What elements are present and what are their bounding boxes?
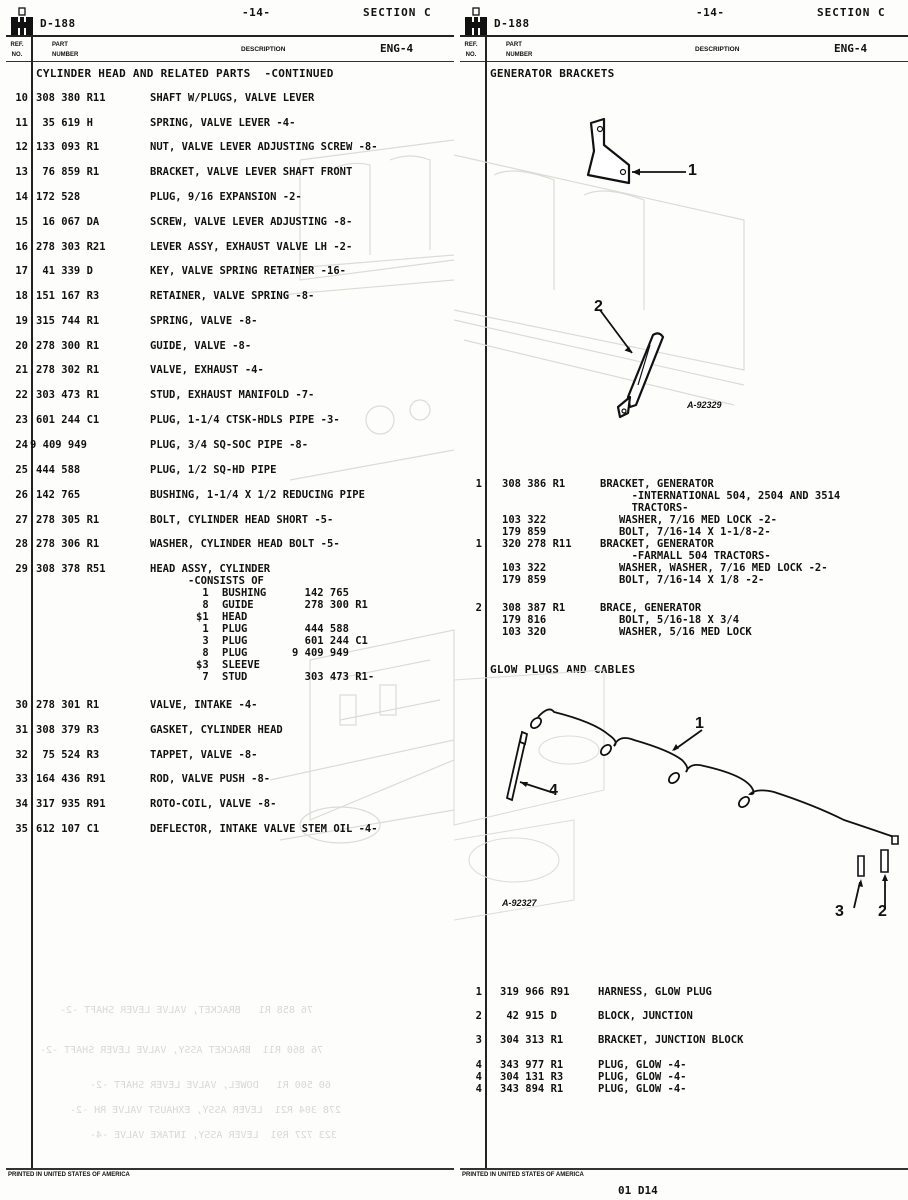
component-qty: $1 xyxy=(196,611,209,623)
component-name: BUSHING xyxy=(222,587,267,599)
component-part: 9 409 949 xyxy=(292,647,349,659)
bleedthrough-text: 323 727 R91 LEVER ASSY, INTAKE VALVE -4- xyxy=(90,1130,337,1141)
component-part: 278 300 R1 xyxy=(292,599,368,611)
component-qty: 1 xyxy=(196,623,209,635)
section-title-generator-brackets: GENERATOR BRACKETS xyxy=(490,67,615,80)
component-name: SLEEVE xyxy=(222,659,260,671)
group-code: ENG-4 xyxy=(380,42,414,55)
column-header-description: DESCRIPTION xyxy=(695,46,740,53)
generator-bracket-illustration xyxy=(584,115,734,415)
component-qty: 3 xyxy=(196,635,209,647)
column-header-ref: REF. NO. xyxy=(10,42,24,58)
glow-plug-harness-illustration xyxy=(454,650,908,940)
column-header-rule xyxy=(6,61,454,62)
section-label: SECTION C xyxy=(363,6,432,19)
printed-in-usa: PRINTED IN UNITED STATES OF AMERICA xyxy=(8,1172,130,1178)
footer-rule xyxy=(460,1168,908,1170)
model-code: D-188 xyxy=(494,17,530,30)
consists-of-label: -CONSISTS OF xyxy=(188,575,264,587)
printed-in-usa: PRINTED IN UNITED STATES OF AMERICA xyxy=(462,1172,584,1178)
page-number: -14- xyxy=(242,6,271,19)
callout-2: 2 xyxy=(878,903,887,920)
component-part: 601 244 C1 xyxy=(292,635,368,647)
page-number: -14- xyxy=(696,6,725,19)
component-qty: $3 xyxy=(196,659,209,671)
callout-4: 4 xyxy=(549,782,558,799)
component-name: STUD xyxy=(222,671,248,683)
component-qty: 8 xyxy=(196,599,209,611)
component-part: 303 473 R1- xyxy=(292,671,375,683)
ih-logo-icon xyxy=(465,8,487,35)
section-title-glow-plugs: GLOW PLUGS AND CABLES xyxy=(490,663,636,676)
callout-2: 2 xyxy=(594,298,603,315)
component-qty: 8 xyxy=(196,647,209,659)
footer-rule xyxy=(6,1168,454,1170)
component-name: PLUG xyxy=(222,623,248,635)
column-header-part: PART NUMBER xyxy=(52,42,79,58)
section-label: SECTION C xyxy=(817,6,886,19)
ih-logo-icon xyxy=(11,8,33,35)
right-page: D-188 -14- SECTION C REF. NO. PART NUMBER DESCRIPTION ENG-4 GENERATOR BRACKETS 1 2 A-92329 1 308 386 R1 BRACKET, GENERATOR -INTERNATIONAL 504, 2504 AND 3514 TRACTORS- 103 322 WASHER, 7/16 MED LOCK -2- 179 859 BOLT, 7/16-14 X 1-1/8-2- 1 320 278 R11 BRACKET, GENERATOR -FARMALL 504 TRACTORS- 103 322 WASHER, WASHER, 7/16 MED LOCK -2- 179 859 BOLT, 7/16-14 X 1/8 -2- 2 308 387 R1 BRACE, GENERATOR 179 816 BOLT, 5/16-18 X 3/4 103 320 WASHER, 5/16 MED LOCK GLOW PLUGS AND CABLES 1 4 3 2 A-92327 1 319 966 R91 HARNESS, GLOW PLUG 2 42 915 D BLOCK, JUNCTION 3 304 313 R1 BRACKET, JUNCTION BLOCK 4 343 977 R1 PLUG, GLOW -4- 4 304 131 R3 PLUG, GLOW -4- 4 343 894 R1 PLUG, GLOW -4- PRINTED IN UNITED STATES OF AMERICA xyxy=(454,0,908,1180)
header-rule xyxy=(460,35,908,37)
component-qty: 1 xyxy=(196,587,209,599)
component-name: PLUG xyxy=(222,635,248,647)
page-code: 01 D14 xyxy=(618,1184,658,1197)
callout-1: 1 xyxy=(695,715,704,732)
bleedthrough-text: 60 500 R1 DOWEL, VALVE LEVER SHAFT -2- xyxy=(90,1080,331,1091)
header-rule xyxy=(6,35,454,37)
model-code: D-188 xyxy=(40,17,76,30)
bleedthrough-text: 278 304 R21 LEVER ASSY, EXHAUST VALVE RH -2- xyxy=(70,1105,341,1116)
callout-1: 1 xyxy=(688,162,697,179)
left-page: D-188 -14- SECTION C REF. NO. PART NUMBER DESCRIPTION ENG-4 76 858 R1 BRACKET, VALVE LEVER SHAFT -2- 76 860 R11 BRACKET ASSY, VALVE LEVER SHAFT -2- 60 500 R1 DOWEL, VALVE LEVER SHAFT -2- 278 304 R21 LEVER ASSY, EXHAUST VALVE RH -2- 323 727 R91 LEVER ASSY, INTAKE VALVE -4- CYLINDER HEAD AND RELATED PARTS -CONTINUED 10 308 380 R11 SHAFT W/PLUGS, VALVE LEVER 11 35 619 H SPRING, VALVE LEVER -4- 12 133 093 R1 NUT, VALVE LEVER ADJUSTING SCREW -8- 13 76 859 R1 BRACKET, VALVE LEVER SHAFT FRONT 14 172 528 PLUG, 9/16 EXPANSION -2- 15 16 067 DA SCREW, VALVE LEVER ADJUSTING -8- 16 278 303 R21 LEVER ASSY, EXHAUST VALVE LH -2- 17 41 339 D KEY, VALVE SPRING RETAINER -16- 18 151 167 R3 RETAINER, VALVE SPRING -8- 19 315 744 R1 SPRING, VALVE -8- 20 278 300 R1 GUIDE, VALVE -8- 21 278 302 R1 VALVE, EXHAUST -4- 22 303 473 R1 STUD, EXHAUST MANIFOLD -7- 23 601 244 C1 PLUG, 1-1/4 CTSK-HDLS PIPE -3- 24 9 409 949 PLUG, 3/4 SQ-SOC PIPE -8- 25 444 588 PLUG, 1/2 SQ-HD PIPE 26 142 765 BUSHING, 1-1/4 X 1/2 REDUCING PIPE 27 278 305 R1 BOLT, CYLINDER HEAD SHORT -5- 28 278 306 R1 WASHER, CYLINDER HEAD BOLT -5- 29 308 378 R51 HEAD ASSY, CYLINDER -CONSISTS OF 1 BUSHING 142 765 8 GUIDE 278 300 R1 $1 HEAD 1 PLUG 444 588 3 PLUG 601 244 C1 8 PLUG 9 409 949 $3 SLEEVE 7 STUD 303 473 R1- 30 278 301 R1 VALVE, INTAKE -4- 31 308 379 R3 GASKET, CYLINDER HEAD 32 75 524 R3 TAPPET, VALVE -8- 33 164 436 R91 ROD, VALVE PUSH -8- 34 317 935 R91 ROTO-COIL, VALVE -8- 35 612 107 C1 DEFLECTOR, INTAKE VALVE STEM OIL -4- PRINTED IN UNITED STATES OF AMERICA xyxy=(0,0,454,1180)
figure-id: A-92327 xyxy=(502,898,537,908)
component-name: HEAD xyxy=(222,611,248,623)
column-header-rule xyxy=(460,61,908,62)
figure-id: A-92329 xyxy=(687,400,722,410)
column-header-description: DESCRIPTION xyxy=(241,46,286,53)
column-header-ref: REF. NO. xyxy=(464,42,478,58)
ref-column-divider xyxy=(31,37,33,1168)
component-part: 444 588 xyxy=(292,623,349,635)
bleedthrough-text: 76 860 R11 BRACKET ASSY, VALVE LEVER SHAFT -2- xyxy=(40,1045,323,1056)
group-code: ENG-4 xyxy=(834,42,868,55)
section-title-cylinder-head: CYLINDER HEAD AND RELATED PARTS -CONTINUED xyxy=(36,67,334,80)
callout-3: 3 xyxy=(835,903,844,920)
component-name: GUIDE xyxy=(222,599,254,611)
column-header-part: PART NUMBER xyxy=(506,42,533,58)
component-part: 142 765 xyxy=(292,587,349,599)
component-name: PLUG xyxy=(222,647,248,659)
bleedthrough-text: 76 858 R1 BRACKET, VALVE LEVER SHAFT -2- xyxy=(60,1005,313,1016)
component-qty: 7 xyxy=(196,671,209,683)
